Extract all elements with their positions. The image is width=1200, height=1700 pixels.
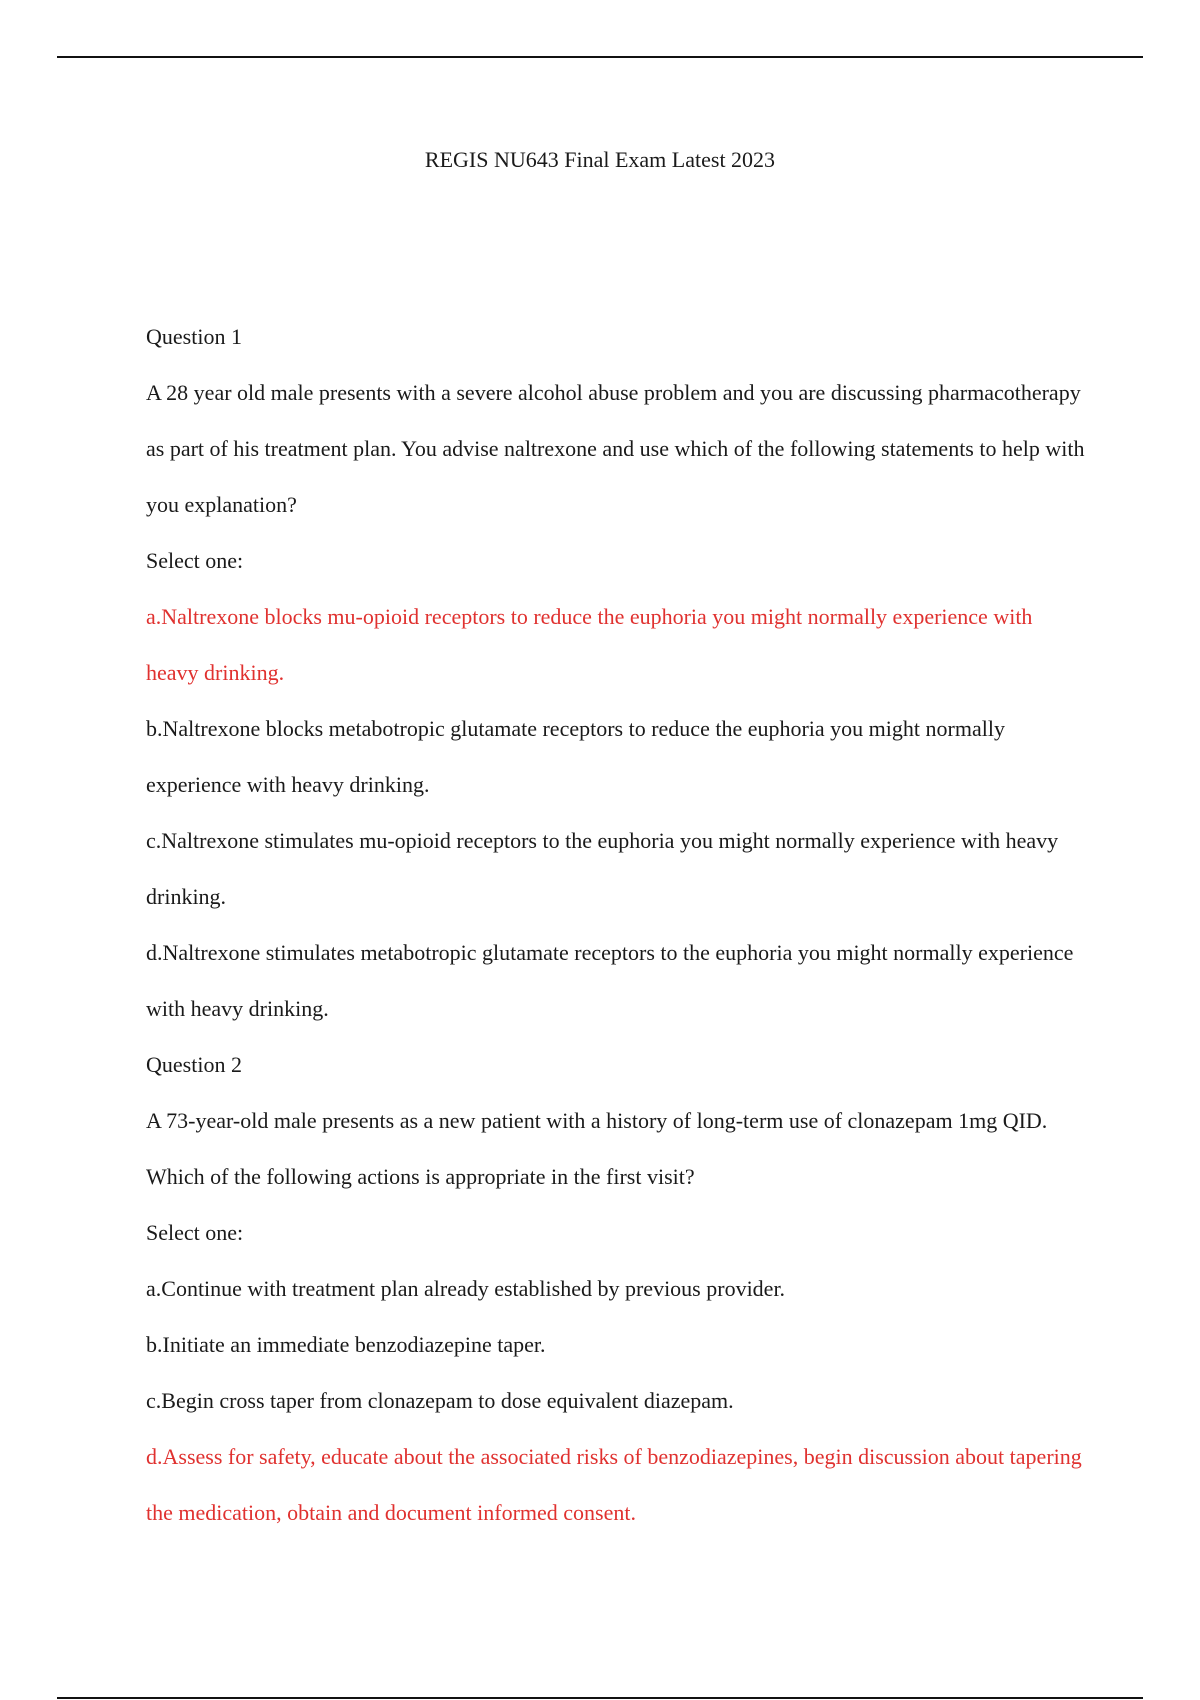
bottom-rule [57, 1697, 1143, 1699]
question-1-option-b: b.Naltrexone blocks metabotropic glutamate receptors to reduce the euphoria you might normally experience with heavy drinking. [146, 716, 1005, 797]
question-2-instruction: Select one: [146, 1220, 244, 1245]
question-2-option-c: c.Begin cross taper from clonazepam to dose equivalent diazepam. [146, 1388, 734, 1413]
question-2-option-b: b.Initiate an immediate benzodiazepine taper. [146, 1332, 546, 1357]
question-2 [146, 1037, 1086, 1541]
question-2-stem: A 73-year-old male presents as a new patient with a history of long-term use of clonazepam 1mg QID. Which of the following actions is appropriate in the first visit? [146, 1108, 1048, 1189]
document-body [146, 309, 1086, 1541]
question-2-option-a: a.Continue with treatment plan already established by previous provider. [146, 1276, 786, 1301]
question-1 [146, 309, 1086, 1037]
question-2-heading: Question 2 [146, 1052, 242, 1077]
question-2-option-d-correct: d.Assess for safety, educate about the associated risks of benzodiazepines, begin discussion about tapering the medication, obtain and document informed consent. [146, 1444, 1082, 1525]
document-title: REGIS NU643 Final Exam Latest 2023 [424, 147, 776, 172]
question-1-stem: A 28 year old male presents with a severe alcohol abuse problem and you are discussing pharmacotherapy as part of his treatment plan. You advise naltrexone and use which of the following statements to help with you explanation? [146, 380, 1085, 517]
question-1-heading: Question 1 [146, 324, 242, 349]
top-rule [57, 56, 1143, 58]
question-1-option-d: d.Naltrexone stimulates metabotropic glutamate receptors to the euphoria you might normally experience with heavy drinking. [146, 940, 1074, 1021]
question-1-option-a-correct: a.Naltrexone blocks mu-opioid receptors to reduce the euphoria you might normally experience with heavy drinking. [146, 604, 1033, 685]
question-1-option-c: c.Naltrexone stimulates mu-opioid receptors to the euphoria you might normally experience with heavy drinking. [146, 828, 1059, 909]
question-1-instruction: Select one: [146, 548, 244, 573]
